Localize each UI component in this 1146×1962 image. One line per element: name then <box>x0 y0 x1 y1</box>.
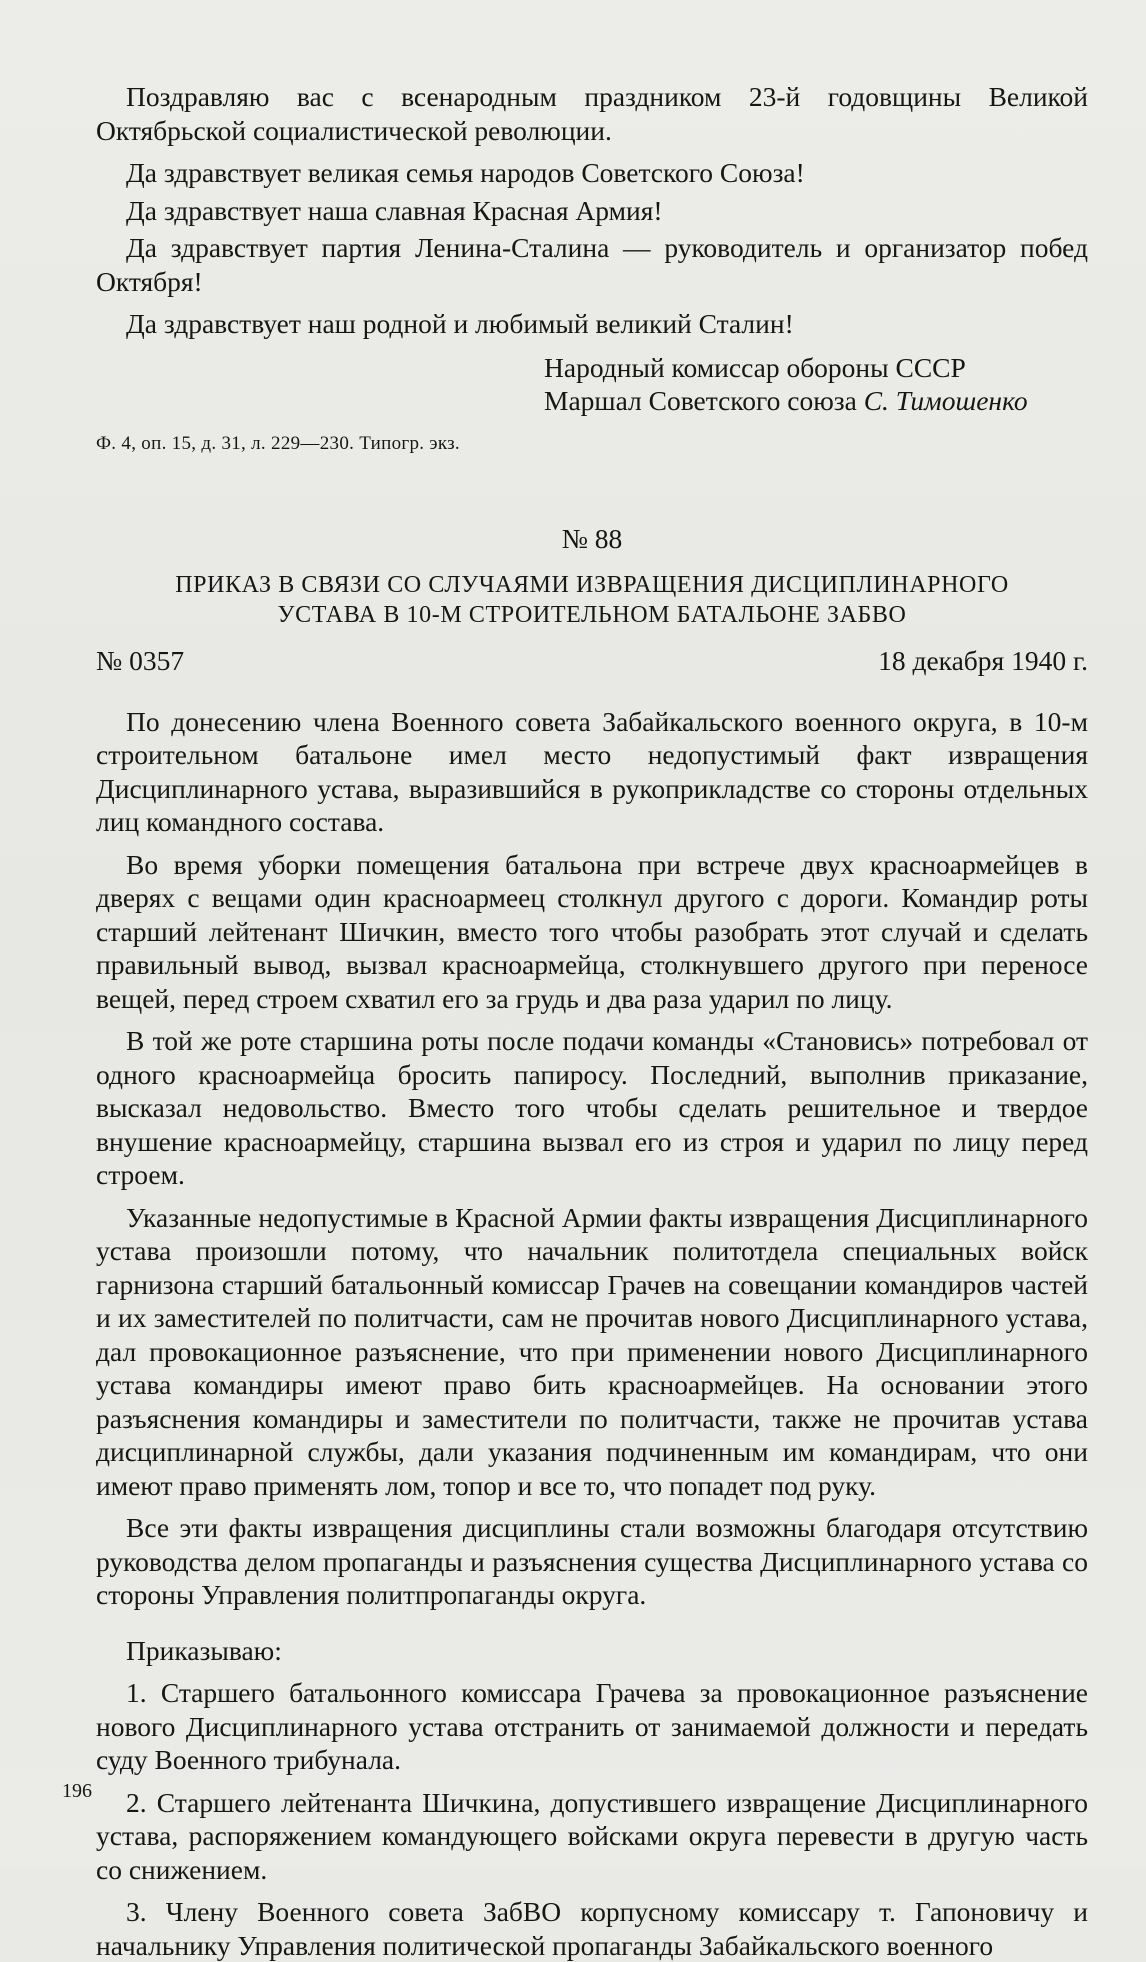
order-heading: Приказываю: <box>126 1634 282 1666</box>
order-item: 3. Члену Военного совета ЗабВО корпусному комиссару т. Гапоновичу и начальнику Управления политической пропаганды Забайкальского военного <box>96 1896 1088 1961</box>
signature-rank-text: Маршал Советского союза <box>544 384 864 416</box>
signature-title: Народный комиссар обороны СССР <box>544 351 966 383</box>
body-paragraph: По донесению члена Военного совета Забайкальского военного округа, в 10-м строительном батальоне имел место недопустимый факт извращения Дисциплинарного устава, выразившийся в рукоприкладстве со стороны отдельных лиц командного состава. <box>96 705 1088 837</box>
intro-paragraph: Поздравляю вас с всенародным праздником 23-й годовщины Великой Октябрьской социалистической революции. <box>96 81 1088 146</box>
signature-name: С. Тимошенко <box>863 384 1028 416</box>
page-number: 196 <box>62 1780 92 1802</box>
intro-paragraph: Да здравствует наша славная Красная Армия! <box>126 194 663 226</box>
order-item: 1. Старшего батальонного комиссара Грачева за провокационное разъяснение нового Дисциплинарного устава отстранить от занимаемой должности и передать суду Военного трибунала. <box>96 1677 1088 1775</box>
document-title-line: УСТАВА В 10-М СТРОИТЕЛЬНОМ БАТАЛЬОНЕ ЗАБВО <box>277 601 907 628</box>
body-paragraph: Указанные недопустимые в Красной Армии факты извращения Дисциплинарного устава произошли потому, что начальник политотдела специальных войск гарнизона старший батальонный комиссар Грачев на совещании командиров частей и их заместителей по политчасти, сам не прочитав нового Дисциплинарного устава, дал провокационное разъяснение, что при применении нового Дисциплинарного устава командиры имеют право бить красноармейцев. На основании этого разъяснения командиры и заместители по политчасти, также не прочитав устава дисциплинарной службы, дали указания подчиненным им командирам, что они имеют право применять лом, топор и все то, что попадет под руку. <box>96 1201 1088 1501</box>
registration-line <box>96 645 1088 677</box>
signature-block <box>96 351 1088 417</box>
signature-rank <box>544 384 1088 417</box>
intro-paragraph: Да здравствует наш родной и любимый великий Сталин! <box>126 308 794 339</box>
archive-reference: Ф. 4, оп. 15, д. 31, л. 229—230. Типогр. экз. <box>96 432 460 454</box>
intro-paragraph: Да здравствует партия Ленина-Сталина — руководитель и организатор побед Октября! <box>96 232 1088 297</box>
intro-paragraph: Да здравствует великая семья народов Советского Союза! <box>126 157 805 188</box>
registration-number: № 0357 <box>96 644 185 676</box>
order-item: 2. Старшего лейтенанта Шичкина, допустившего извращение Дисциплинарного устава, распоряжением командующего войсками округа перевести в другую часть со снижением. <box>96 1786 1088 1885</box>
order-items <box>96 1676 1088 1962</box>
intro-section <box>96 80 1088 341</box>
document-title-line: ПРИКАЗ В СВЯЗИ СО СЛУЧАЯМИ ИЗВРАЩЕНИЯ ДИСЦИПЛИНАРНОГО <box>175 571 1009 598</box>
body-paragraph: Во время уборки помещения батальона при встрече двух красноармейцев в дверях с вещами один красноармеец столкнул другого с дороги. Командир роты старший лейтенант Шичкин, вместо того чтобы разобрать этот случай и сделать правильный вывод, вызвал красноармейца, столкнувшего другого при переносе вещей, перед строем схватил его за грудь и два раза ударил по лицу. <box>96 848 1088 1014</box>
body-paragraph: Все эти факты извращения дисциплины стали возможны благодаря отсутствию руководства делом пропаганды и разъяснения существа Дисциплинарного устава со стороны Управления политпропаганды округа. <box>96 1512 1088 1610</box>
body-paragraph: В той же роте старшина роты после подачи команды «Становись» потребовал от одного красноармейца бросить папиросу. Последний, выполнив приказание, высказал недовольство. Вместо того чтобы сделать решительное и твердое внушение красноармейцу, старшина вызвал его из строя и ударил по лицу перед строем. <box>96 1025 1088 1190</box>
document-title <box>96 570 1088 630</box>
body-section <box>96 705 1088 1612</box>
registration-date: 18 декабря 1940 г. <box>878 644 1088 676</box>
document-number: № 88 <box>561 522 623 554</box>
